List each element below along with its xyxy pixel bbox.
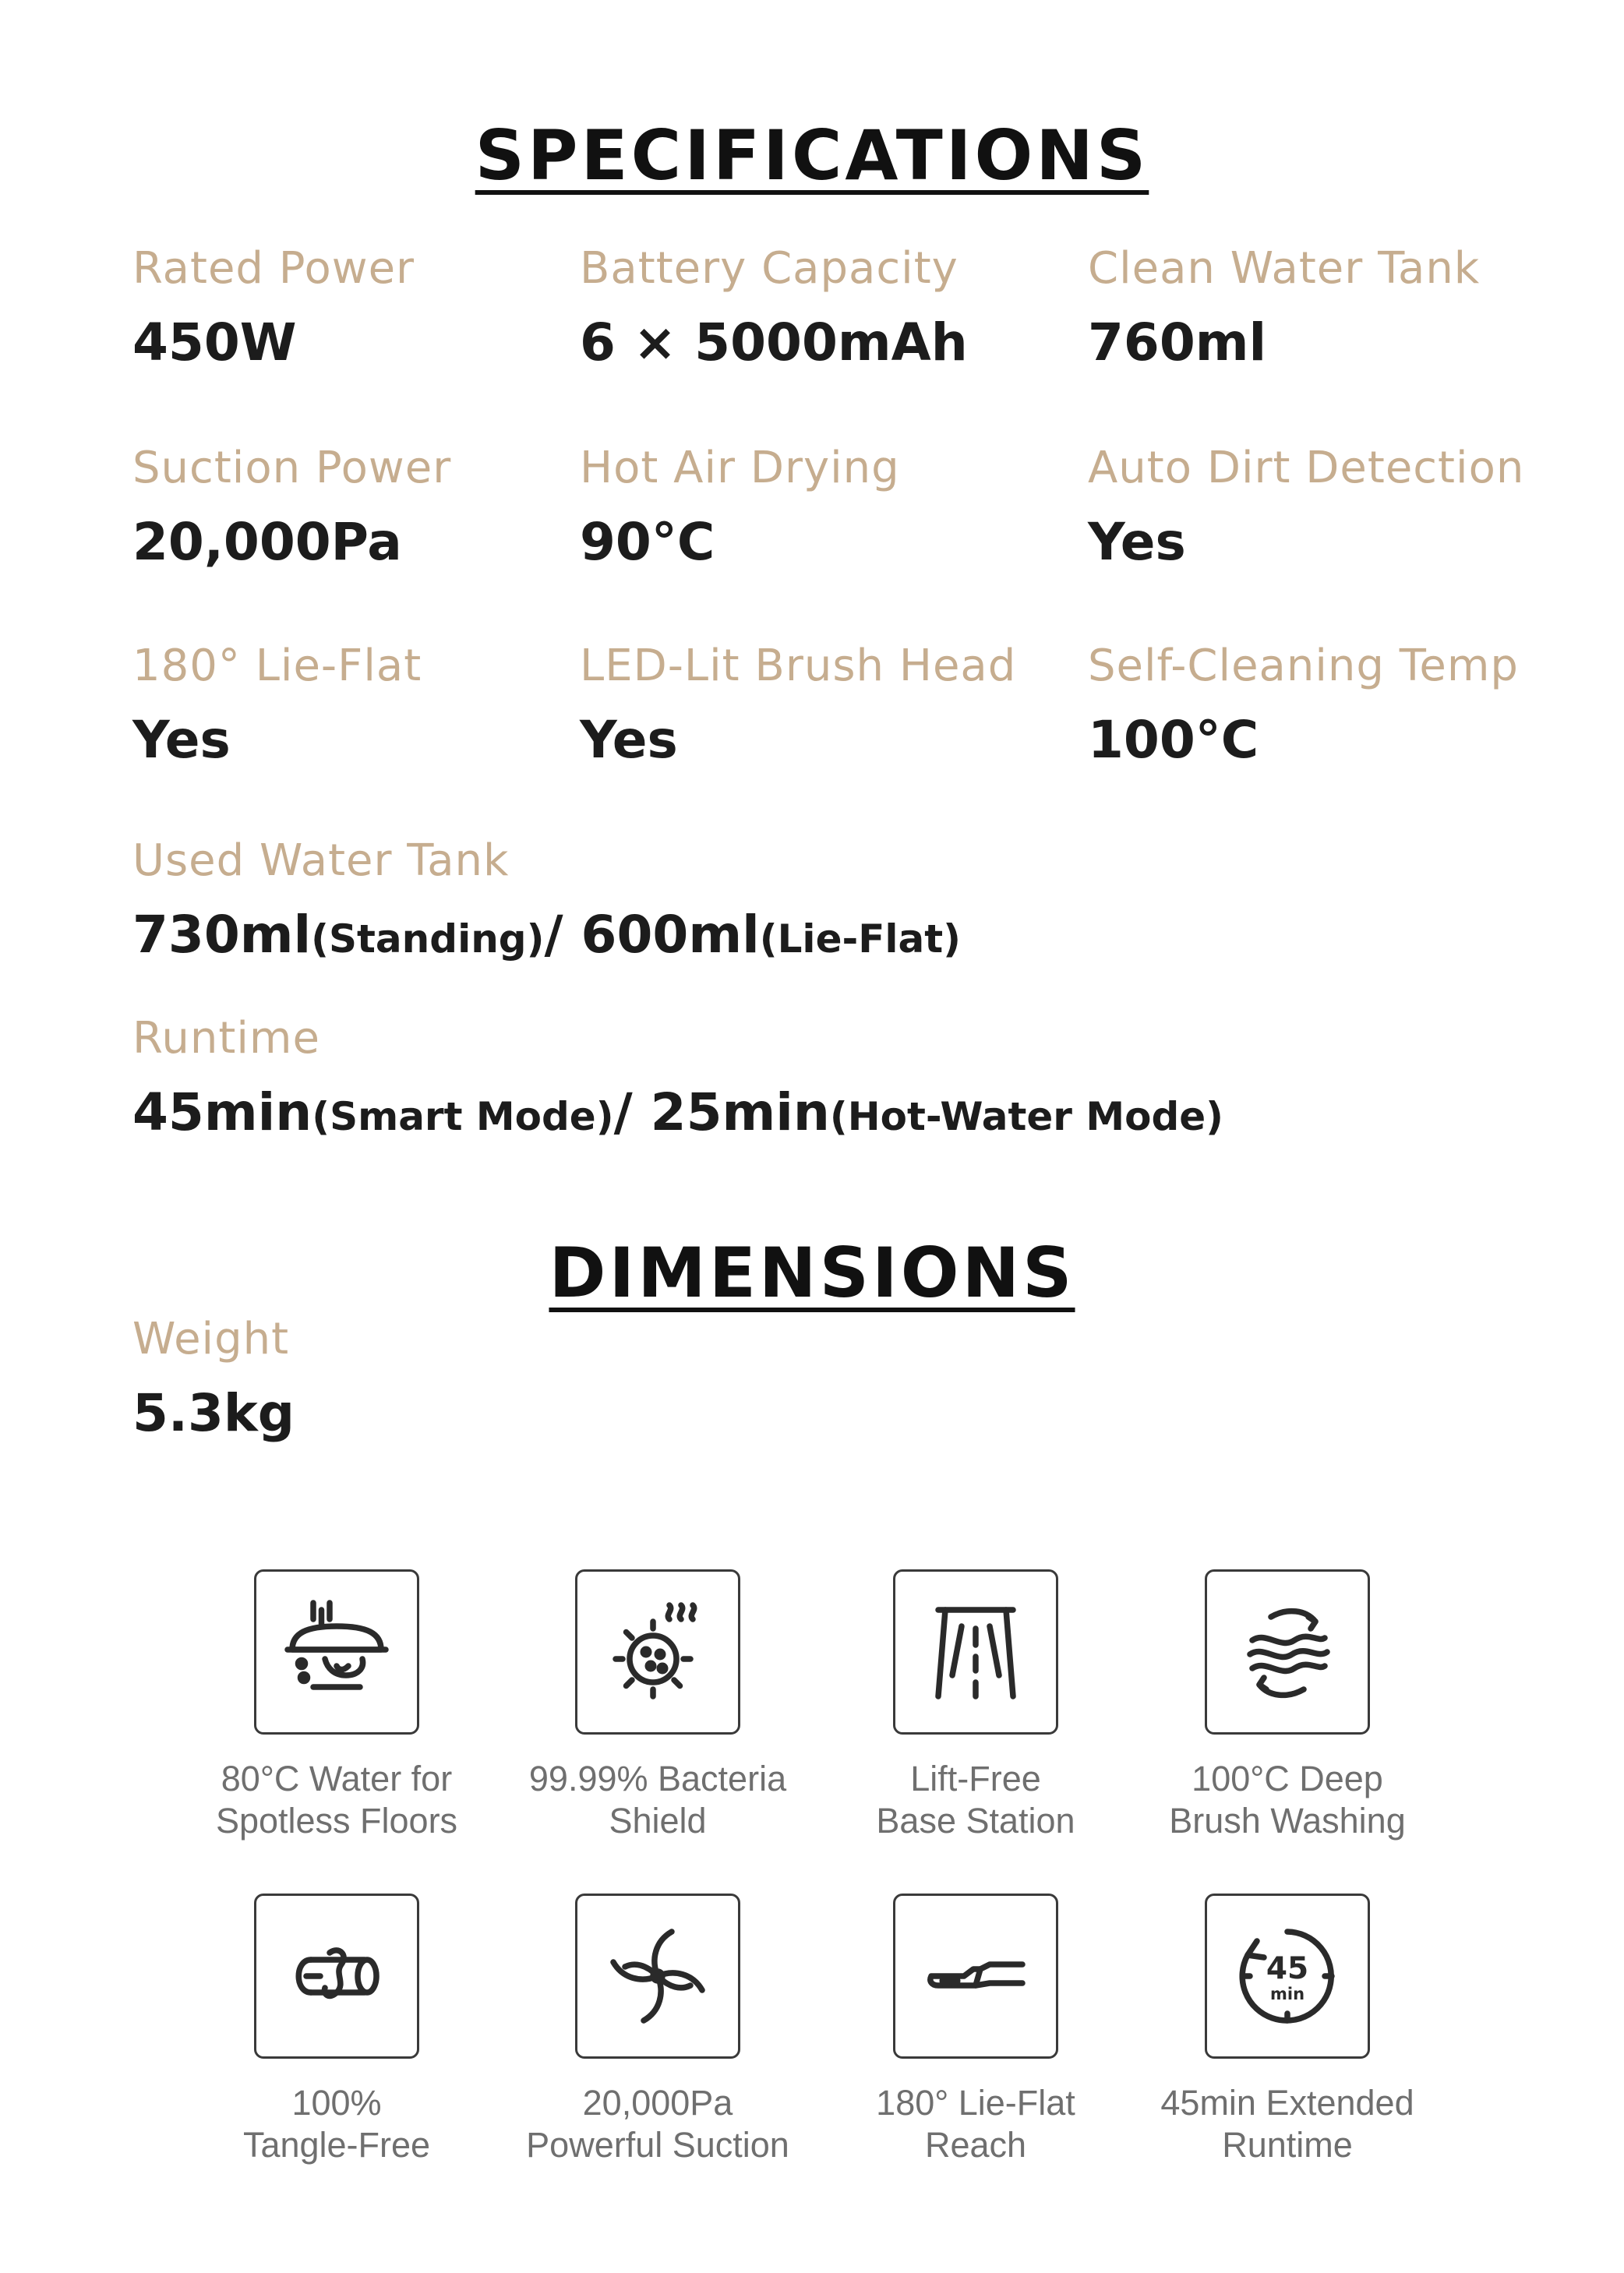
spec-weight [132,1314,295,1443]
spec-value: Yes [580,710,678,770]
note-lie-flat: (Lie-Flat) [759,916,962,962]
caption-line: 20,000Pa [582,2083,733,2123]
caption-line: Spotless Floors [215,1801,458,1841]
caption-line: 45min Extended [1160,2083,1414,2123]
spec-label: Battery Capacity [580,243,959,294]
spec-value: Yes [1088,512,1186,572]
spec-value: 90°C [580,512,715,572]
spec-value: 760ml [1088,312,1267,372]
spec-lie-flat [132,641,422,770]
spec-value: 100°C [1088,710,1259,770]
caption-line: Base Station [876,1801,1075,1841]
spec-value: Yes [132,710,231,770]
feature-icon-box [893,1894,1058,2059]
caption-line: Lift-Free [910,1759,1041,1798]
value-standing: 730ml [132,905,312,965]
value-lie-flat: 600ml [581,905,760,965]
value-hot-water-mode: 25min [650,1082,830,1142]
runtime-timer-icon [1229,1918,1346,2035]
feature-icon-box [254,1569,419,1735]
caption-line: Tangle-Free [242,2125,431,2165]
caption-line: Runtime [1222,2125,1353,2165]
hot-water-floor-icon [278,1594,395,1710]
spec-runtime [132,1013,1223,1142]
spec-value: 20,000Pa [132,512,402,572]
spec-value [132,905,961,965]
feature-bacteria-shield [494,1569,821,1842]
spec-label: Self-Cleaning Temp [1088,641,1519,691]
spec-clean-water-tank [1088,243,1480,372]
timer-number: 45 [1266,1951,1309,1986]
spec-hot-air-drying [580,443,900,572]
spec-suction-power [132,443,451,572]
feature-lift-free-base [812,1569,1139,1842]
feature-caption [494,2082,821,2166]
feature-icon-box [893,1569,1058,1735]
suction-swirl-icon [599,1918,716,2035]
spec-value: 6 × 5000mAh [580,312,968,372]
specifications-title: SPECIFICATIONS [475,115,1149,196]
value-smart-mode: 45min [132,1082,312,1142]
spec-value: 450W [132,312,297,372]
feature-powerful-suction [494,1894,821,2166]
timer-unit: min [1269,1985,1305,2003]
feature-icon-box [254,1894,419,2059]
caption-line: 100°C Deep [1192,1759,1383,1798]
feature-icon-box [1205,1894,1370,2059]
note-smart-mode: (Smart Mode) [312,1094,614,1139]
feature-caption [1124,1758,1451,1842]
spec-value [132,1082,1223,1142]
spec-used-water-tank [132,835,961,965]
feature-icon-box [575,1569,740,1735]
lift-free-base-icon [917,1594,1034,1710]
spec-label: Hot Air Drying [580,443,900,493]
caption-line: 180° Lie-Flat [876,2083,1075,2123]
note-standing: (Standing) [311,916,545,962]
feature-caption [812,2082,1139,2166]
spec-label: Rated Power [132,243,415,294]
feature-lie-flat-reach [812,1894,1139,2166]
spec-label: LED-Lit Brush Head [580,641,1017,691]
feature-caption [173,1758,500,1842]
feature-caption [494,1758,821,1842]
caption-line: Shield [609,1801,707,1841]
caption-line: 99.99% Bacteria [528,1759,787,1798]
separator: / [544,905,581,965]
feature-hot-water-floors [173,1569,500,1842]
feature-icon-box [575,1894,740,2059]
caption-line: Reach [924,2125,1027,2165]
caption-line: Brush Washing [1169,1801,1406,1841]
feature-brush-washing [1124,1569,1451,1842]
caption-line: 100% [291,2083,382,2123]
spec-rated-power [132,243,415,372]
spec-label: Used Water Tank [132,835,510,886]
dimensions-title: DIMENSIONS [549,1233,1075,1313]
caption-line: 80°C Water for [221,1759,453,1798]
tangle-free-roller-icon [278,1918,395,2035]
spec-label: Auto Dirt Detection [1088,443,1525,493]
spec-label: Clean Water Tank [1088,243,1481,294]
feature-caption [1124,2082,1451,2166]
feature-caption [173,2082,500,2166]
spec-label: Weight [132,1314,290,1364]
bacteria-shield-icon [599,1594,716,1710]
brush-washing-icon [1229,1594,1346,1710]
spec-battery-capacity [580,243,968,372]
feature-icon-box [1205,1569,1370,1735]
spec-auto-dirt-detection [1088,443,1524,572]
spec-label: 180° Lie-Flat [132,641,422,691]
feature-extended-runtime [1124,1894,1451,2166]
spec-value: 5.3kg [132,1383,295,1443]
spec-led-brush-head [580,641,1016,770]
lie-flat-reach-icon [917,1918,1034,2035]
spec-label: Suction Power [132,443,452,493]
caption-line: Powerful Suction [526,2125,789,2165]
note-hot-water-mode: (Hot-Water Mode) [829,1094,1224,1139]
feature-caption [812,1758,1139,1842]
separator: / [613,1082,651,1142]
feature-tangle-free [173,1894,500,2166]
spec-self-cleaning-temp [1088,641,1519,770]
spec-label: Runtime [132,1013,320,1064]
